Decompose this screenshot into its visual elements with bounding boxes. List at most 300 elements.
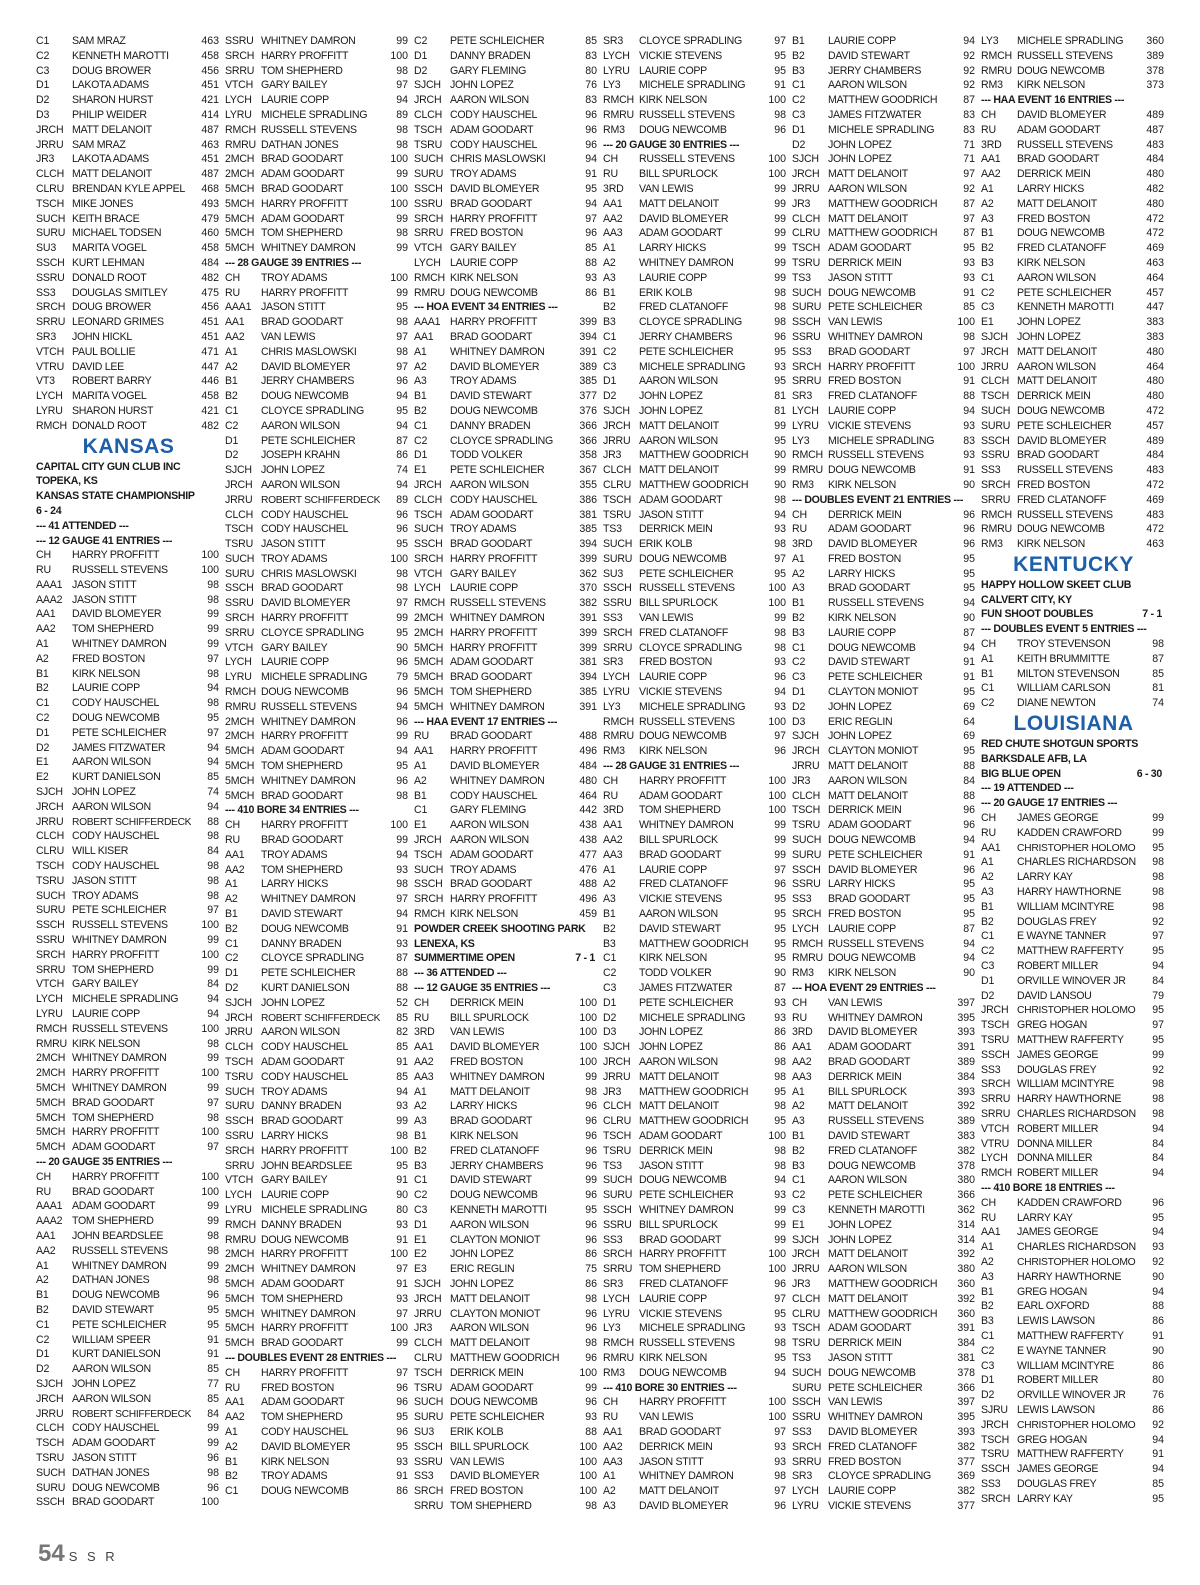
shooter-name: GREG HOGAN [1017,1285,1087,1298]
class-code: A2 [792,567,805,580]
score: 97 [963,345,975,358]
shooter-name: TROY ADAMS [450,375,517,388]
result-row [792,123,977,138]
score: 91 [207,1333,219,1346]
class-code: AA3 [603,1455,623,1468]
result-row [225,286,410,301]
class-code: JRCH [36,1392,64,1405]
class-code: RU [981,1211,996,1224]
result-row [792,1425,977,1440]
score: 373 [1146,79,1164,92]
class-code: AA1 [981,841,1001,854]
shooter-name: KIRK NELSON [639,952,707,965]
shooter-name: MATT DELANOIT [639,419,719,432]
score: 99 [774,464,786,477]
result-row [225,1159,410,1174]
result-row [225,108,410,123]
result-row [36,374,221,389]
class-code: 5MCH [225,774,255,787]
shooter-name: DERRICK MEIN [828,1337,902,1350]
score: 100 [201,549,219,562]
shooter-name: HARRY PROFFITT [72,549,160,562]
result-row [414,271,599,286]
class-code: SRCH [792,908,822,921]
shooter-name: JOHN BEARDSLEE [72,1229,164,1242]
class-code: C2 [414,35,428,47]
shooter-name: RUSSELL STEVENS [450,597,546,610]
score: 95 [774,1351,786,1364]
class-code: C3 [792,108,806,121]
score: 355 [579,478,597,491]
result-row [225,670,410,685]
result-row [603,419,788,434]
shooter-name: RUSSELL STEVENS [828,597,924,610]
shoot-title [981,607,1166,622]
class-code: C2 [36,712,50,725]
shooter-name: FRED BOSTON [828,1455,902,1468]
score: 91 [396,1174,408,1187]
shooter-name: ORVILLE WINOVER JR [1017,1389,1126,1402]
score: 99 [396,168,408,181]
shooter-name: AARON WILSON [450,478,529,491]
result-row [603,1025,788,1040]
event-label: --- 28 GAUGE 31 ENTRIES --- [603,760,740,773]
score: 94 [396,908,408,921]
result-row [414,212,599,227]
result-row [36,755,221,770]
shooter-name: VICKIE STEVENS [639,49,722,62]
shooter-name: TOM SHEPHERD [72,623,154,636]
result-row [225,93,410,108]
shooter-name: KENNETH MAROTTI [828,1203,925,1216]
score: 362 [579,567,597,580]
result-row [36,726,221,741]
score: 96 [774,1499,786,1512]
shooter-name: LARRY HICKS [261,878,328,891]
score: 93 [774,1455,786,1468]
class-code: VTCH [225,641,254,654]
score: 93 [396,863,408,876]
score: 95 [774,937,786,950]
class-code: RU [603,1411,618,1424]
event-label: --- 20 GAUGE 30 ENTRIES --- [603,138,740,151]
result-row [981,811,1166,826]
score: 99 [207,1437,219,1450]
class-code: CLRU [36,845,65,858]
result-row [414,1114,599,1129]
shooter-name: JAMES GEORGE [1017,1463,1099,1476]
shoot-title [414,951,599,966]
shooter-name: DANNY BRADEN [450,419,531,432]
shooter-name: DAVID BLOMEYER [1017,434,1107,447]
result-row [981,537,1166,552]
shooter-name: BRAD GOODART [450,538,533,551]
class-code: B2 [792,1144,805,1157]
result-row [36,607,221,622]
class-code: SURU [792,848,822,861]
result-row [414,123,599,138]
score: 399 [579,552,597,565]
class-code: SUCH [981,404,1011,417]
event-label: --- DOUBLES EVENT 28 ENTRIES --- [225,1351,397,1364]
score: 85 [396,1011,408,1024]
shooter-name: BILL SPURLOCK [639,168,718,181]
shooter-name: AARON WILSON [261,478,340,491]
result-row [792,152,977,167]
shooter-name: SAM MRAZ [72,138,126,151]
result-row [981,64,1166,79]
score: 96 [585,1189,597,1202]
score: 94 [774,1366,786,1379]
class-code: RMRU [414,286,445,299]
result-row [36,770,221,785]
class-code: RM3 [603,123,625,136]
class-code: C1 [414,1174,428,1187]
score: 99 [207,1422,219,1435]
class-code: RMCH [414,597,445,610]
class-code: SSCH [414,538,443,551]
shooter-name: LARRY HICKS [450,1100,517,1113]
result-row [981,108,1166,123]
shooter-name: KIRK NELSON [261,1455,329,1468]
result-row [603,1469,788,1484]
result-row [792,567,977,582]
result-row [792,700,977,715]
shooter-name: FRED CLATANOFF [639,301,728,314]
score: 451 [201,153,219,166]
score: 96 [585,1159,597,1172]
result-row [225,508,410,523]
result-row [36,226,221,241]
class-code: LYRU [36,1008,63,1020]
result-row [981,1462,1166,1477]
shooter-name: VICKIE STEVENS [828,419,911,432]
score: 370 [579,582,597,595]
shooter-name: JOHN LOPEZ [639,1041,703,1054]
class-code: 2MCH [225,730,255,743]
shooter-name: MICHELE SPRADLING [639,360,746,373]
score: 457 [1146,286,1164,299]
score: 95 [774,375,786,388]
score: 381 [579,508,597,521]
shooter-name: CLAYTON MONIOT [828,745,919,758]
class-code: SSCH [792,1396,821,1409]
class-code: RMCH [36,419,67,432]
score: 96 [207,1481,219,1494]
class-code: RM3 [981,79,1003,92]
shooter-name: MATTHEW GOODRICH [828,94,938,107]
shooter-name: MATT DELANOIT [828,1292,908,1305]
result-row [414,1395,599,1410]
class-code: C2 [36,1333,50,1346]
score: 484 [201,256,219,269]
shooter-name: CODY HAUSCHEL [261,523,349,536]
shooter-name: DOUG NEWCOMB [450,286,538,299]
score: 98 [774,316,786,329]
result-row [414,818,599,833]
score: 90 [396,641,408,654]
class-code: AAA1 [36,578,63,591]
score: 93 [396,1218,408,1231]
result-row [603,123,788,138]
result-row [603,937,788,952]
club-info: --- 19 ATTENDED --- [981,782,1074,795]
class-code: JRRU [36,1407,64,1420]
class-code: C3 [603,360,617,373]
class-code: SS3 [981,464,1001,477]
result-row [36,741,221,756]
class-code: CLRU [414,1351,443,1364]
shooter-name: AARON WILSON [450,834,529,847]
shooter-name: DOUG NEWCOMB [828,464,916,477]
class-code: A1 [414,760,427,773]
result-row [603,1277,788,1292]
result-row [792,1277,977,1292]
score: 91 [396,1233,408,1246]
shooter-name: DAVID BLOMEYER [639,1499,729,1512]
shooter-name: AARON WILSON [450,819,529,832]
class-code: E2 [414,1248,427,1261]
class-code: 5MCH [36,1141,66,1154]
result-row [603,152,788,167]
class-code: RMRU [792,952,823,965]
shooter-name: JOHN LOPEZ [1017,316,1081,329]
shooter-name: DOUGLAS FREY [1017,1477,1097,1490]
result-row [414,774,599,789]
result-row [981,226,1166,241]
shooter-name: WHITNEY DAMRON [828,1011,923,1024]
score: 99 [1152,1048,1164,1061]
result-row [225,685,410,700]
class-code: SSCH [414,878,443,891]
score: 446 [201,375,219,388]
score: 95 [1152,841,1164,854]
class-code: CLCH [36,830,65,843]
shooter-name: HARRY PROFFITT [450,626,538,639]
class-code: CLCH [603,1100,632,1113]
class-code: RMCH [225,1218,256,1231]
score: 95 [396,404,408,417]
result-row [792,1114,977,1129]
result-row [36,1007,221,1022]
result-row [414,611,599,626]
score: 100 [390,819,408,832]
class-code: D2 [792,700,806,713]
result-row [36,992,221,1007]
score: 100 [201,948,219,961]
result-row [36,1051,221,1066]
shooter-name: ADAM GOODART [261,1055,345,1068]
result-row [36,78,221,93]
shooter-name: JASON STITT [261,301,326,314]
result-row [981,826,1166,841]
score: 487 [201,168,219,181]
class-code: LYRU [792,419,819,432]
class-code: SUCH [36,889,66,902]
class-code: D1 [603,996,617,1009]
shooter-name: EARL OXFORD [1017,1300,1090,1313]
class-code: RU [36,564,51,577]
class-code: AA2 [981,168,1001,181]
shooter-name: BRAD GOODART [828,582,911,595]
score: 98 [207,1111,219,1124]
result-row [36,1244,221,1259]
class-code: C1 [225,1485,239,1498]
result-row [36,1333,221,1348]
result-row [981,34,1166,49]
shooter-name: AARON WILSON [639,434,718,447]
shooter-name: DONNA MILLER [1017,1137,1093,1150]
shooter-name: WILLIAM MCINTYRE [1017,900,1115,913]
class-code: JRRU [36,815,64,828]
shooter-name: WHITNEY DAMRON [261,774,356,787]
score: 98 [396,345,408,358]
shooter-name: HARRY PROFFITT [450,641,538,654]
shooter-name: PETE SCHLEICHER [1017,286,1112,299]
score: 382 [579,597,597,610]
class-code: CH [36,1170,51,1183]
score: 360 [1146,35,1164,47]
score: 457 [1146,419,1164,432]
class-code: SSRU [36,271,65,284]
score: 97 [396,893,408,906]
class-code: D2 [225,449,239,462]
class-code: 3RD [981,138,1002,151]
shooter-name: DOUG NEWCOMB [1017,404,1105,417]
shooter-name: PETE SCHLEICHER [639,345,734,358]
shooter-name: WHITNEY DAMRON [450,700,545,713]
shooter-name: LAURIE COPP [828,922,896,935]
shooter-name: KURT DANIELSON [72,1348,161,1361]
class-code: JR3 [36,153,55,166]
score: 94 [1152,1285,1164,1298]
result-row [981,1373,1166,1388]
result-row [792,1233,977,1248]
class-code: TSCH [792,804,821,817]
result-row [792,789,977,804]
shooter-name: PETE SCHLEICHER [450,35,545,47]
class-code: B2 [225,1470,238,1483]
score: 87 [396,952,408,965]
shooter-name: LAURIE COPP [639,671,707,684]
shooter-name: TOM SHEPHERD [261,760,343,773]
shooter-name: WHITNEY DAMRON [639,256,734,269]
result-row [36,1140,221,1155]
shooter-name: CHARLES RICHARDSON [1017,1107,1136,1120]
score: 85 [963,301,975,314]
result-row [981,929,1166,944]
class-code: CH [36,549,51,562]
shooter-name: FRED BOSTON [828,908,902,921]
shooter-name: JASON STITT [639,1455,704,1468]
score: 99 [396,35,408,47]
shooter-name: JAMES FITZWATER [639,982,733,994]
score: 471 [201,345,219,358]
result-row [792,1307,977,1322]
shooter-name: DOUG NEWCOMB [72,1289,160,1302]
class-code: JRRU [981,360,1009,373]
shooter-name: FRED BOSTON [72,652,146,665]
class-code: B1 [792,597,805,610]
result-row [414,49,599,64]
shooter-name: AARON WILSON [828,1263,907,1276]
shooter-name: DERRICK MEIN [639,1440,713,1453]
shooter-name: GARY BAILEY [450,242,517,255]
shooter-name: ADAM GOODART [72,1141,156,1154]
result-row [603,478,788,493]
class-code: AA2 [36,623,56,636]
class-code: LYRU [603,1307,630,1320]
result-row [225,1233,410,1248]
class-code: JRCH [36,800,64,813]
score: 91 [963,848,975,861]
shooter-name: DERRICK MEIN [828,508,902,521]
score: 314 [957,1233,975,1246]
result-row [981,900,1166,915]
result-row [792,182,977,197]
result-row [414,567,599,582]
score: 472 [1146,227,1164,240]
score: 100 [201,564,219,577]
result-row [414,478,599,493]
class-code: SUCH [414,863,444,876]
score: 99 [774,212,786,225]
class-code: C1 [981,930,995,943]
score: 378 [1146,64,1164,77]
shooter-name: WHITNEY DAMRON [450,1070,545,1083]
result-row [225,1055,410,1070]
class-code: E1 [981,316,994,329]
result-row [603,552,788,567]
shooter-name: AARON WILSON [72,1363,151,1376]
result-row [603,1247,788,1262]
shooter-name: FRED CLATANOFF [639,1277,728,1290]
class-code: SSCH [225,582,254,595]
result-row [414,345,599,360]
shooter-name: KIRK NELSON [1017,79,1085,92]
class-code: AA2 [603,1440,623,1453]
class-code: SJRU [981,1403,1008,1416]
shooter-name: JOHN LOPEZ [261,464,325,477]
result-row [981,1359,1166,1374]
class-code: VTCH [414,242,443,255]
shooter-name: RUSSELL STEVENS [639,1337,735,1350]
result-row [225,226,410,241]
result-row [36,167,221,182]
score: 456 [201,64,219,77]
shooter-name: MATT DELANOIT [828,212,908,225]
results-page [36,34,1164,1554]
class-code: RMCH [36,1022,67,1035]
shooter-name: BRENDAN KYLE APPEL [72,182,185,195]
result-row [36,1347,221,1362]
score: 98 [774,1159,786,1172]
class-code: RMRU [981,523,1012,536]
class-code: SRCH [414,1485,444,1498]
result-row [792,670,977,685]
shooter-name: ADAM GOODART [828,819,912,832]
score: 95 [963,242,975,255]
score: 88 [963,789,975,802]
results-column [981,34,1166,1554]
shooter-name: LAURIE COPP [261,1189,329,1202]
result-row [981,959,1166,974]
result-row [981,1107,1166,1122]
score: 90 [963,967,975,980]
score: 87 [1152,652,1164,665]
score: 98 [396,227,408,240]
shooter-name: DAVID STEWART [828,656,910,669]
